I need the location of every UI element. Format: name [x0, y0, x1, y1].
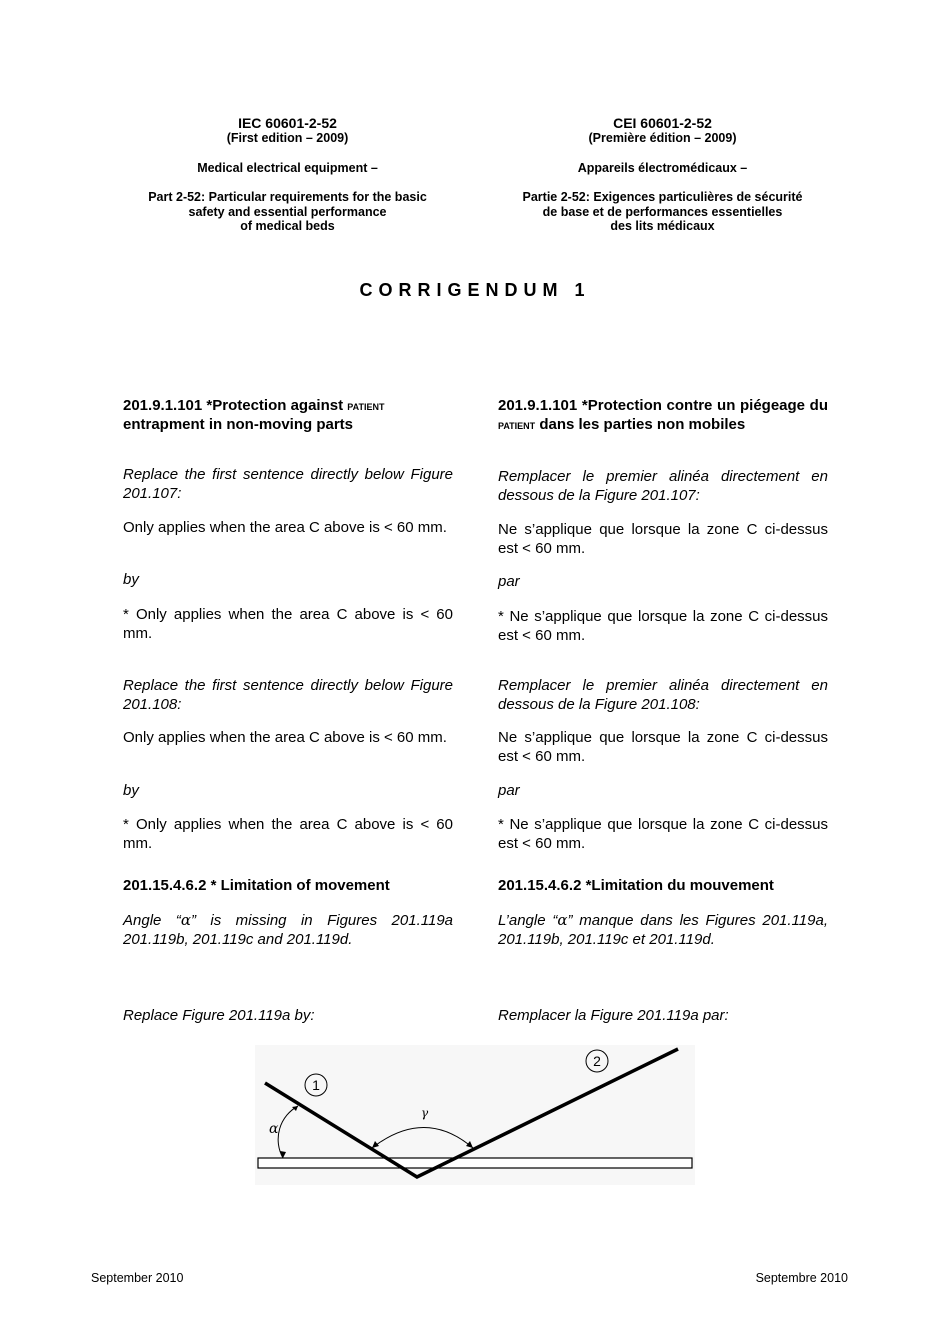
by-text: by — [123, 782, 139, 799]
angle-note-text: L’angle “ — [498, 912, 558, 929]
replace-instruction: Replace the first sentence directly below Figure 201.107: — [123, 466, 453, 502]
replace-figure-instruction: Remplacer la Figure 201.119a par: — [498, 1007, 729, 1024]
alpha-symbol: α — [557, 911, 568, 929]
old-text: Ne s’applique que lorsque la zone C ci-dessus est < 60 mm. — [498, 521, 828, 557]
old-text: Only applies when the area C above is < 60 mm. — [123, 519, 447, 536]
header-english — [120, 115, 455, 234]
standard-number: CEI 60601-2-52 — [613, 115, 712, 131]
header-french — [495, 115, 830, 234]
clause-heading — [498, 397, 828, 434]
par-text: par — [498, 573, 520, 590]
edition: (Première édition – 2009) — [588, 131, 737, 145]
alpha-symbol: α — [180, 911, 191, 929]
clause-heading — [123, 397, 453, 434]
bed-base — [258, 1158, 692, 1168]
figure-201-119a — [255, 1045, 695, 1185]
old-text: Only applies when the area C above is < 60 mm. — [123, 729, 447, 746]
footer-date-en: September 2010 — [91, 1271, 184, 1285]
part-title-line: de base et de performances essentielles — [542, 204, 783, 219]
document-title: CORRIGENDUM 1 — [359, 280, 591, 300]
clause-heading: 201.15.4.6.2 * Limitation of movement — [123, 877, 390, 894]
part-title-line: of medical beds — [240, 219, 335, 233]
old-text: Ne s’applique que lorsque la zone C ci-dessus est < 60 mm. — [498, 729, 828, 765]
clause-heading-text: 201.9.1.101 *Protection contre un piégeage du — [498, 397, 828, 414]
callout-1: 1 — [312, 1077, 320, 1093]
replace-instruction: Remplacer le premier alinéa directement en dessous de la Figure 201.108: — [498, 677, 828, 713]
new-text: * Ne s’applique que lorsque la zone C ci-dessus est < 60 mm. — [498, 608, 828, 644]
callout-2: 2 — [593, 1053, 601, 1069]
clause-heading-text: 201.9.1.101 *Protection against — [123, 397, 348, 414]
par-text: par — [498, 782, 520, 799]
subject: Appareils électromédicaux – — [577, 160, 748, 175]
new-text: * Only applies when the area C above is < 60 mm. — [123, 606, 453, 642]
part-title-line: safety and essential performance — [188, 204, 387, 219]
angle-note-text: ” manque dans les Figures 201.119a, 201.119b, 201.119c et 201.119d. — [498, 912, 828, 948]
clause-heading: 201.15.4.6.2 *Limitation du mouvement — [498, 877, 774, 894]
angle-note — [123, 911, 453, 949]
new-text: * Ne s’applique que lorsque la zone C ci-dessus est < 60 mm. — [498, 816, 828, 852]
clause-heading-text: dans les parties non mobiles — [535, 415, 746, 433]
edition: (First edition – 2009) — [226, 131, 349, 145]
alpha-label: α — [269, 1121, 279, 1137]
part-title-line: des lits médicaux — [610, 219, 715, 233]
replace-instruction: Replace the first sentence directly below Figure 201.108: — [123, 677, 453, 713]
angle-note-text: ” is missing in Figures 201.119a 201.119b, 201.119c and 201.119d. — [123, 912, 453, 948]
part-title-line: Partie 2-52: Exigences particulières de sécurité — [522, 190, 803, 204]
patient-term: patient — [347, 398, 385, 413]
subject: Medical electrical equipment – — [197, 160, 378, 175]
replace-figure-instruction: Replace Figure 201.119a by: — [123, 1007, 315, 1024]
footer-date-fr: Septembre 2010 — [755, 1271, 848, 1285]
clause-heading-text: entrapment in non-moving parts — [123, 415, 354, 433]
standard-number: IEC 60601-2-52 — [238, 115, 337, 131]
angle-note-text: Angle “ — [123, 912, 181, 929]
by-text: by — [123, 571, 139, 588]
gamma-label: γ — [421, 1106, 429, 1120]
replace-instruction: Remplacer le premier alinéa directement en dessous de la Figure 201.107: — [498, 468, 828, 504]
angle-note — [498, 911, 828, 949]
part-title-line: Part 2-52: Particular requirements for the basic — [148, 190, 427, 204]
patient-term: patient — [498, 416, 536, 432]
new-text: * Only applies when the area C above is < 60 mm. — [123, 816, 453, 852]
